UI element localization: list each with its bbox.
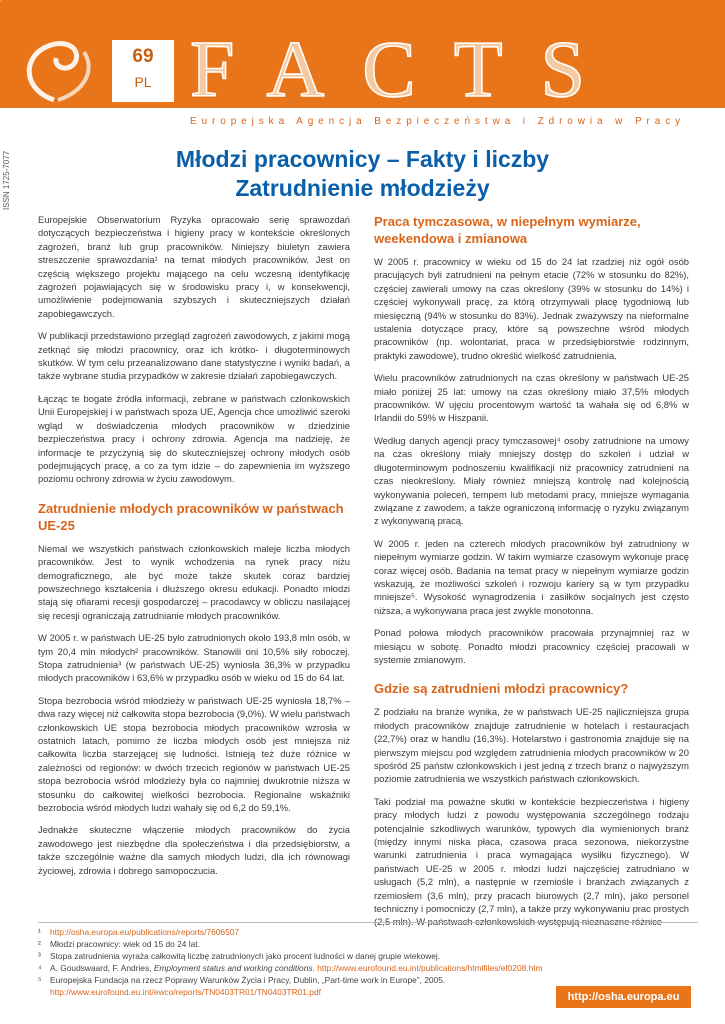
paragraph: W 2005 r. w państwach UE-25 było zatrudnionych około 193,8 mln osób, w tym 20,4 mln młodych² pracowników. Stanowili oni 10,5% siły roboczej. Stopa zatrudnienia³ (w państwach UE-25) wyniosła 36,3% w przypadku młodych pracowników i 63,6% w przypadku osób w wieku od 15 do 64 lat.	[38, 632, 350, 684]
footer-url-link[interactable]: http://osha.europa.eu	[556, 986, 691, 1008]
paragraph: Według danych agencji pracy tymczasowej⁴ osoby zatrudnione na umowy na czas określony miały mniejszy dostęp do szkoleń i udział w długoterminowym podnoszeniu kwalifikacji niż pracownicy zatrudnieni na czas nieokreślony. Miały również mniejszą kontrolę nad kolejnością wykonywania poleceń, tempem lub metodami pracy, mniejsze wymagania związane z zawodem, a także ograniczoną informację o ryzyku związanym z wykonywaną pracą.	[374, 434, 689, 527]
footnote	[38, 950, 698, 962]
section-heading: Zatrudnienie młodych pracowników w państwach UE-25	[38, 500, 344, 533]
left-column	[38, 213, 350, 886]
issn-number: ISSN 1725-7077	[2, 150, 11, 210]
issue-number: 69	[132, 46, 154, 67]
section-heading: Praca tymczasowa, w niepełnym wymiarze, weekendowa i zmianowa	[374, 214, 641, 246]
footnote-text: Stopa zatrudnienia wyraża całkowitą liczbę zatrudnionych jako procent ludności w danej grupie wiekowej.	[50, 951, 441, 961]
paragraph: Ponad połowa młodych pracowników pracowała przynajmniej raz w miesiącu w sobotę. Ponadto młodzi pracownicy częściej pracowali w systemie zmianowym.	[374, 627, 689, 665]
paragraph: Łącząc te bogate źródła informacji, zebrane w państwach członkowskich Unii Europejskiej i w państwach spoza UE, Agencja chce umożliwić szeroki wgląd w doświadczenia młodych pracowników w dziedzinie bezpieczeństwa pracy i ochrony zdrowia. Agencja ma nadzieję, że informacje te przyczynią się do skuteczniejszej ochrony młodych osób podejmujących pracę, a co za tym idzie – do zapewnienia im wyższego poziomu ochrony zdrowia w życiu zawodowym.	[38, 392, 350, 485]
footnote-number: ⁴	[38, 963, 42, 973]
paragraph: Niemal we wszystkich państwach członkowskich maleje liczba młodych pracowników. Jest to wynik wchodzenia na rynek pracy niżu demograficznego, ale być może także skutek coraz bardziej powszechnego kształcenia i dłuższego okresu edukacji. Ponadto młodzi stają się ofiarami recesji gospodarczej – pracodawcy w obliczu nasilającej się recesji ograniczają zatrudnianie młodych pracowników.	[38, 542, 350, 621]
footnote-text: Europejska Fundacja na rzecz Poprawy Warunków Życia i Pracy, Dublin, „Part-time work in Europe”, 2005.	[50, 975, 446, 985]
paragraph: W publikacji przedstawiono przegląd zagrożeń zawodowych, z jakimi mogą zetknąć się młodzi pracownicy, oraz ich krótko- i długoterminowych skutków. W tym celu przeanalizowano dane statystyczne i wyniki badań, a także wybrane studia przypadków w zakresie działań zapobiegawczych.	[38, 330, 350, 382]
paragraph: Z podziału na branże wynika, że w państwach UE-25 najliczniejsza grupa młodych pracowników znajduje zatrudnienie w hotelach i restauracjach (22,7%) oraz w handlu (16,3%). Hotelarstwo i gastronomia znajduje się na pierwszym miejscu pod względem zatrudnienia młodych pracowników w 20 spośród 25 państw członkowskich i jest jedną z trzech branż o najwyższym poziomie zatrudnienia we wszystkich państwach członkowskich.	[374, 706, 689, 785]
agency-name: Europejska Agencja Bezpieczeństwa i Zdrowia w Pracy	[190, 116, 686, 127]
footnote	[38, 938, 698, 950]
footnote-number: ⁵	[38, 975, 42, 985]
footnote-link[interactable]: http://www.eurofound.eu.int/publications/htmlfiles/ef0208.htm	[317, 963, 543, 973]
footnote-link[interactable]: http://osha.europa.eu/publications/reports/7606507	[50, 927, 240, 937]
page-subtitle: Zatrudnienie młodzieży	[235, 175, 490, 201]
header-band	[0, 0, 725, 108]
paragraph: W 2005 r. pracownicy w wieku od 15 do 24 lat rzadziej niż ogół osób pracujących byli zatrudnieni na pełnym etacie (72% w stosunku do 82%), częściej zawierali umowy na czas określony (39% w stosunku do 14%) i częściej wykonywali pracę, za którą otrzymywali płacę tygodniową lub miesięczną (94% w stosunku do 83%). Jednak zważywszy na nieformalne ustalenia dotyczące pracy, które są powszechne wśród młodych pracowników (np. wolontariat, praca w przedsiębiorstwie rodzinnym, praktyki zawodowe), trudno określić wielkość zatrudnienia.	[374, 256, 689, 361]
issue-number-box	[112, 40, 174, 102]
agency-logo-icon	[14, 30, 104, 105]
facts-wordmark: FACTS	[190, 26, 624, 108]
paragraph: Wielu pracowników zatrudnionych na czas określony w państwach UE-25 miało poniżej 25 lat: umowy na czas określony miało 37,5% młodych pracowników. W ujęciu procentowym wartość ta wahała się od 6,8% w Irlandii do 59% w Hiszpanii.	[374, 372, 689, 424]
footnote	[38, 974, 698, 986]
footnote	[38, 926, 698, 938]
footnote-title: Employment status and working conditions	[153, 963, 313, 973]
paragraph: Jednakże skuteczne włączenie młodych pracowników do życia zawodowego jest niezbędne dla społeczeństwa i dla przedsiębiorstw, a także szczególnie ważne dla samych młodych ludzi, dla ich równowagi życiowej, zdrowia i dobrego samopoczucia.	[38, 824, 350, 876]
footnote-text: .	[312, 963, 318, 973]
paragraph: Stopa bezrobocia wśród młodzieży w państwach UE-25 wyniosła 18,7% – dwa razy więcej niż całkowita stopa bezrobocia (9,0%). W wielu państwach członkowskich UE stopa bezrobocia młodych pracowników wzrosła w ostatnich latach, pomimo że liczba młodych osób jest mniejsza niż całkowita liczba starzejącej się ludności. Istnieją też duże różnice w zależności od regionów: w dwóch trzecich regionów w państwach UE-25 stopa bezrobocia wśród młodzieży była co najmniej dwukrotnie niższa w stosunku do całkowitej wielkości bezrobocia. Regionalne wskaźniki bezrobocia wśród młodych ludzi wahały się od 6,2 do 59,1%.	[38, 694, 350, 814]
footnote-number: ¹	[38, 927, 41, 937]
page-title: Młodzi pracownicy – Fakty i liczby	[175, 146, 550, 172]
footnote-number: ²	[38, 939, 41, 949]
paragraph: W 2005 r. jeden na czterech młodych pracowników był zatrudniony w niepełnym wymiarze godzin. W takim wymiarze czasowym wykonuje pracę coraz więcej osób. Badania na temat pracy w niepełnym wymiarze godzin wskazują, że możliwości szkoleń i rozwoju kariery są w tym przypadku mniejsze⁵. Wysokość wynagrodzenia i zasiłków socjalnych jest często niższa, a wykonywana praca jest zwykle monotonna.	[374, 537, 689, 616]
section-heading: Gdzie są zatrudnieni młodzi pracownicy?	[374, 681, 629, 697]
footnote-number: ³	[38, 951, 41, 961]
paragraph: Europejskie Obserwatorium Ryzyka opracowało serię sprawozdań dotyczących bezpieczeństwa i higieny pracy w kontekście określonych zagrożeń, branż lub grup pracowników. Niniejszy biuletyn zawiera streszczenie sprawozdania¹ na temat młodych pracowników. Jest on częścią większego projektu mającego na celu wczesną identyfikację zagrożeń pojawiających się w środowisku pracy i, w konsekwencji, umożliwienie podejmowania szybszych i skuteczniejszych działań zapobiegawczych.	[38, 214, 350, 319]
language-code: PL	[134, 74, 152, 90]
paragraph: Taki podział ma poważne skutki w kontekście bezpieczeństwa i higieny pracy młodych ludzi z powodu występowania szczególnego rodzaju potencjalnie szkodliwych warunków, typowych dla wymienionych branż (między innymi niska płaca, czasowa praca sezonowa, niekorzystne warunki zatrudnienia i praca wymagająca wysiłku fizycznego). W państwach UE-25 w 2005 r. młodzi ludzi najczęściej zatrudniano w usługach (5,2 mln), a następnie w rzemiośle i branżach związanych z rzemiosłem (3,6 mln), przy pracach biurowych (2,7 mln), jako personel techniczny i pomocniczy (2,7 mln), a także przy wykonywaniu prac prostych (2,5 mln). W państwach członkowskich występują nieznaczne różnice	[374, 795, 689, 928]
footnote	[38, 962, 698, 974]
right-column	[374, 213, 689, 938]
footnote-text: A. Goudswaard, F. Andries,	[50, 963, 154, 973]
footnote-text: Młodzi pracownicy: wiek od 15 do 24 lat.	[50, 939, 200, 949]
footnote-link[interactable]: http://www.eurofound.eu.int/ewco/reports/TN0403TR01/TN0403TR01.pdf	[50, 987, 321, 997]
